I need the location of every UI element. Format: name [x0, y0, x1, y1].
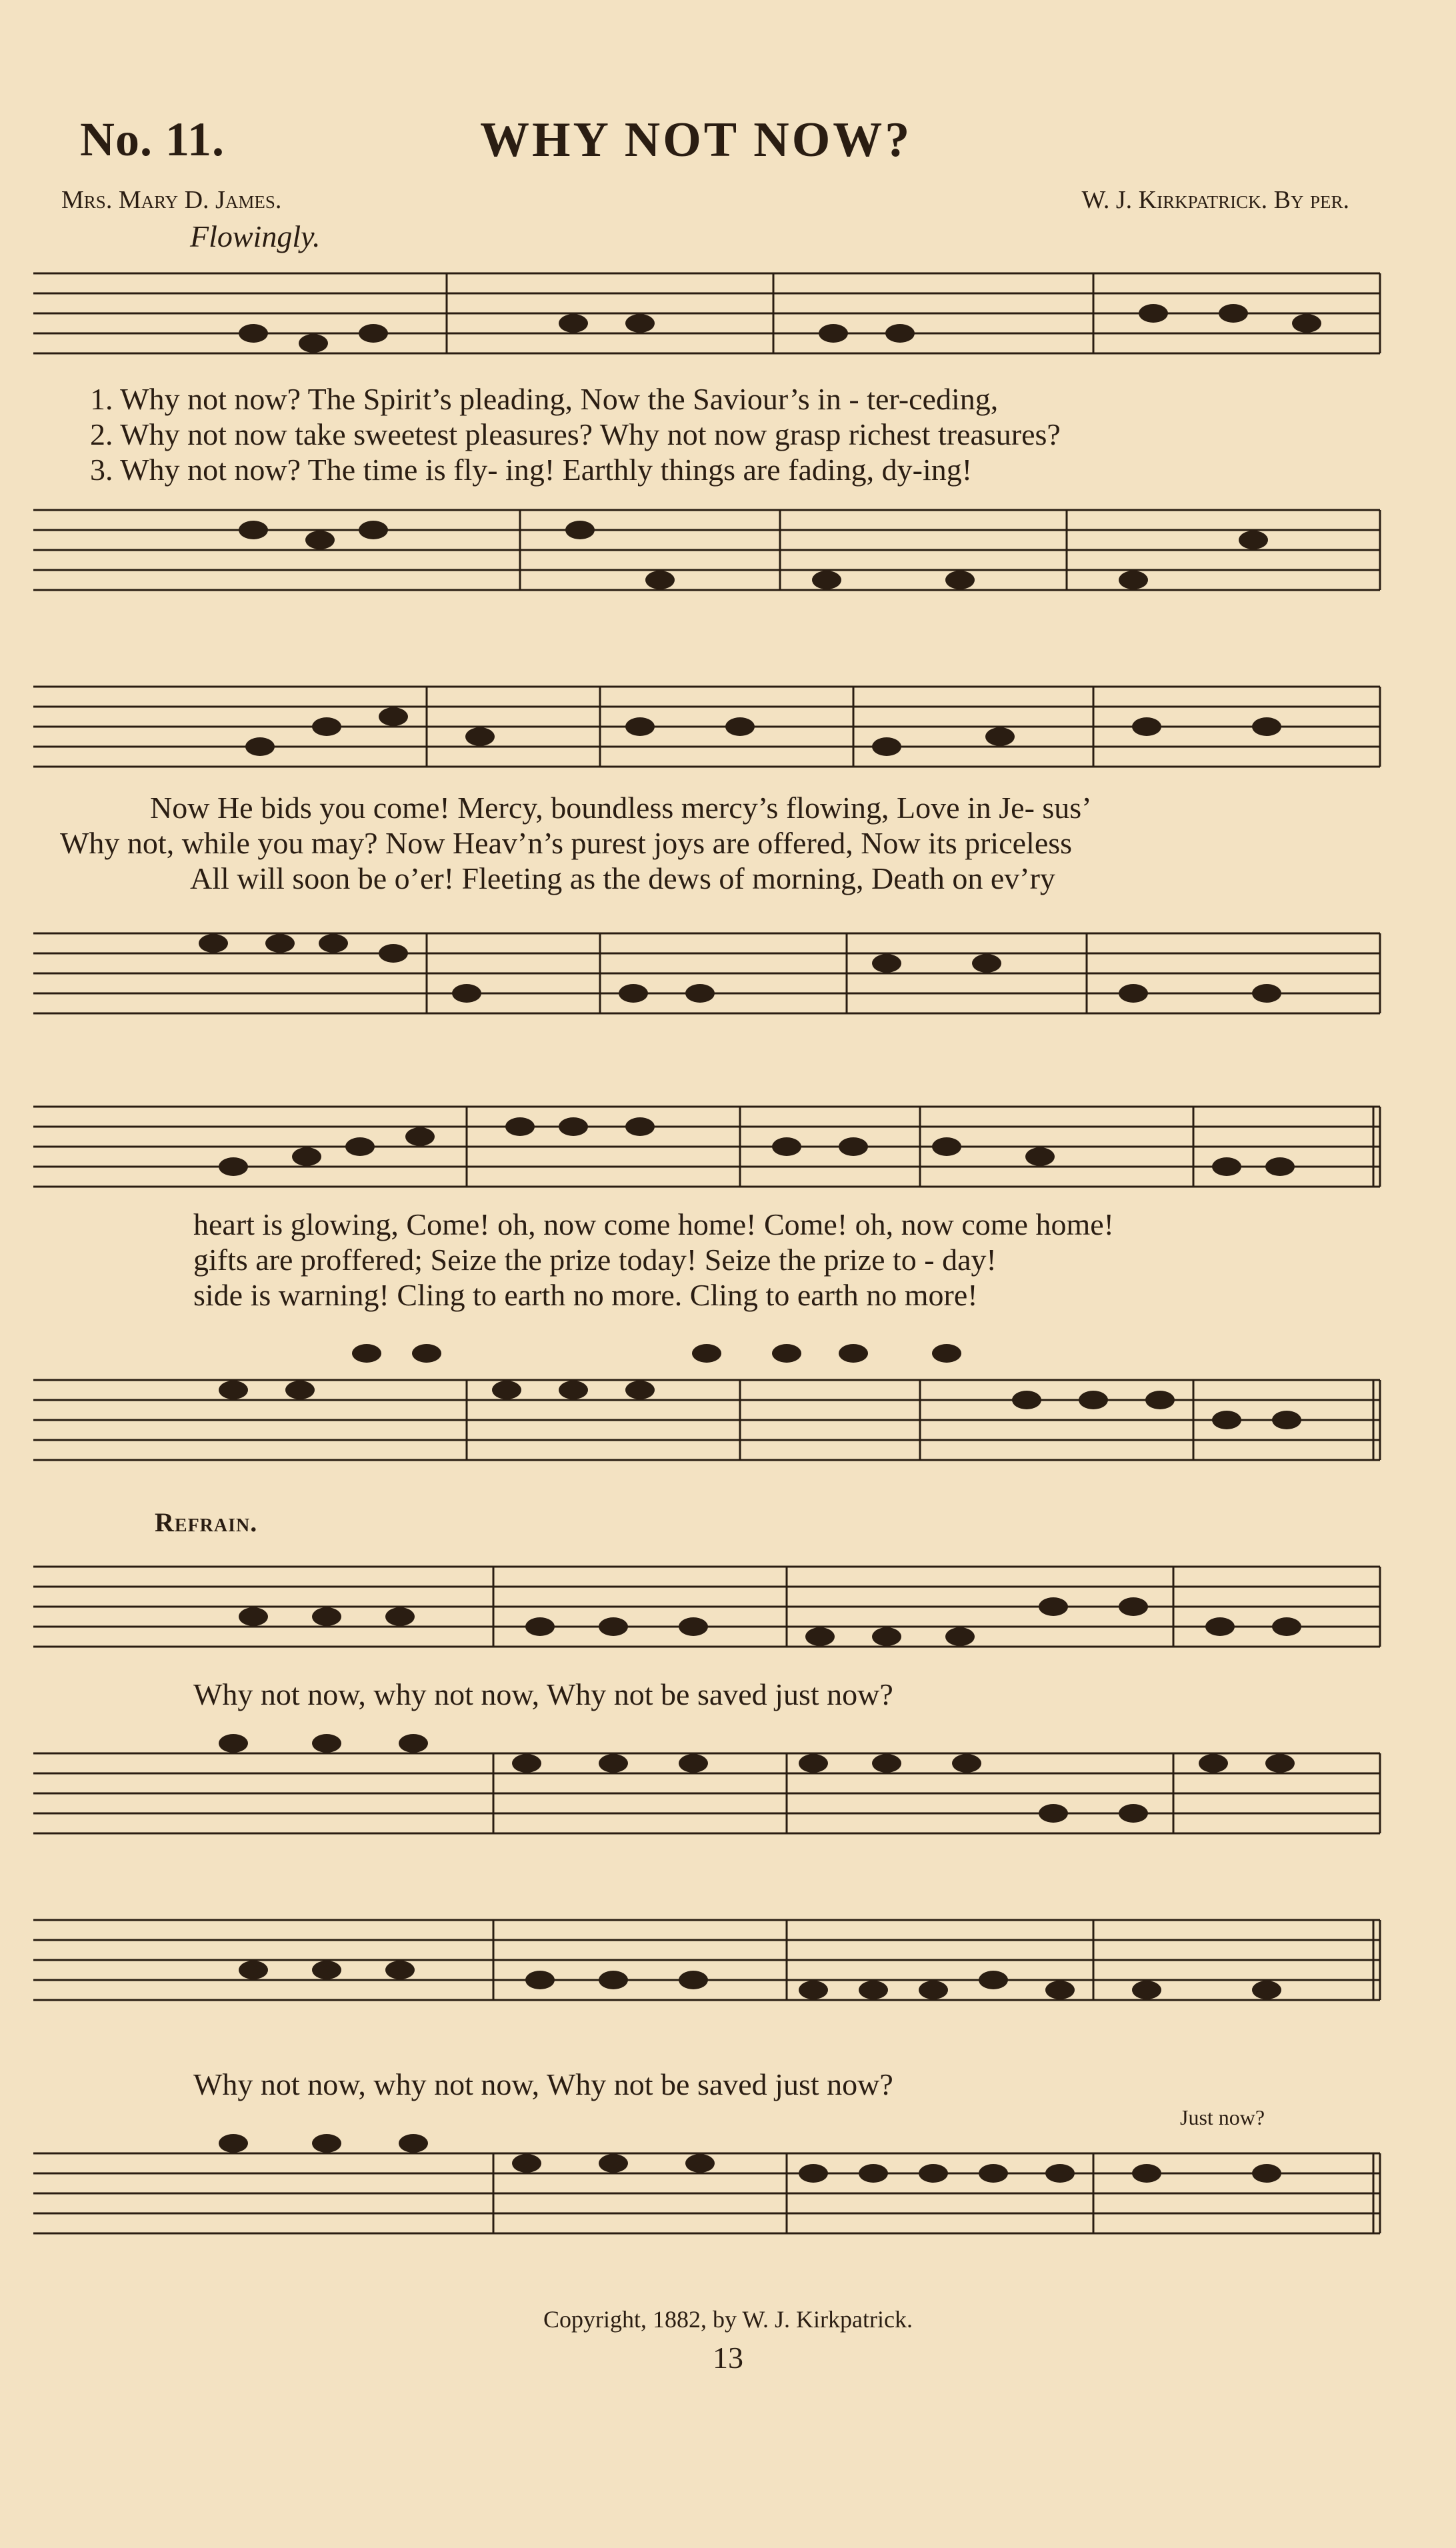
system-1-verse-1: 1. Why not now? The Spirit’s pleading, Now the Saviour’s in - ter-ceding,	[90, 382, 999, 416]
page-number: 13	[713, 2341, 743, 2375]
system-2-verse-1: Now He bids you come! Mercy, boundless mercy’s flowing, Love in Je- sus’	[150, 791, 1092, 825]
composer-credit: W. J. Kirkpatrick. By per.	[1081, 186, 1349, 214]
hymn-title: WHY NOT NOW?	[480, 113, 913, 167]
hymn-number: No. 11.	[80, 113, 225, 166]
system-1-treble-staff	[0, 260, 1456, 380]
system-2-verse-3: All will soon be o’er! Fleeting as the dews of morning, Death on ev’ry	[190, 861, 1055, 895]
system-4-treble-staff	[0, 1553, 1456, 1673]
system-5-treble-staff	[0, 1907, 1456, 2040]
system-4-bass-notes	[219, 1734, 1295, 1823]
refrain-lyric-2: Why not now, why not now, Why not be saved just now?	[193, 2067, 893, 2101]
refrain-lyric-1: Why not now, why not now, Why not be saved just now?	[193, 1677, 893, 1711]
system-3-treble-staff	[0, 1093, 1456, 1213]
copyright-notice: Copyright, 1882, by W. J. Kirkpatrick.	[543, 2306, 913, 2333]
system-1-treble-notes	[239, 304, 1321, 353]
system-5-bass-notes	[219, 2134, 1281, 2183]
lyricist-credit: Mrs. Mary D. James.	[61, 186, 282, 214]
refrain-cue-text: Just now?	[1180, 2105, 1265, 2129]
system-5-bass-staff	[0, 2127, 1456, 2260]
system-4-bass-staff	[0, 1727, 1456, 1860]
system-1-verse-3: 3. Why not now? The time is fly- ing! Earthly things are fading, dy-ing!	[90, 453, 973, 487]
refrain-label: Refrain.	[155, 1507, 258, 1537]
system-3-bass-notes	[219, 1344, 1301, 1429]
system-3-verse-2: gifts are proffered; Seize the prize today! Seize the prize to - day!	[193, 1243, 997, 1277]
system-3-verse-1: heart is glowing, Come! oh, now come home! Come! oh, now come home!	[193, 1207, 1114, 1241]
system-1-verse-2: 2. Why not now take sweetest pleasures? Why not now grasp richest treasures?	[90, 417, 1061, 451]
system-3-bass-staff	[0, 1340, 1456, 1473]
system-2-treble-staff	[0, 673, 1456, 793]
system-2-verse-2: Why not, while you may? Now Heav’n’s purest joys are offered, Now its priceless	[60, 826, 1073, 860]
system-2-treble-notes	[245, 707, 1281, 756]
system-1-bass-staff	[0, 490, 1456, 610]
tempo-marking: Flowingly.	[190, 219, 321, 253]
system-3-verse-3: side is warning! Cling to earth no more. Cling to earth no more!	[193, 1278, 978, 1312]
system-4-treble-notes	[239, 1597, 1301, 1646]
system-2-bass-staff	[0, 913, 1456, 1033]
